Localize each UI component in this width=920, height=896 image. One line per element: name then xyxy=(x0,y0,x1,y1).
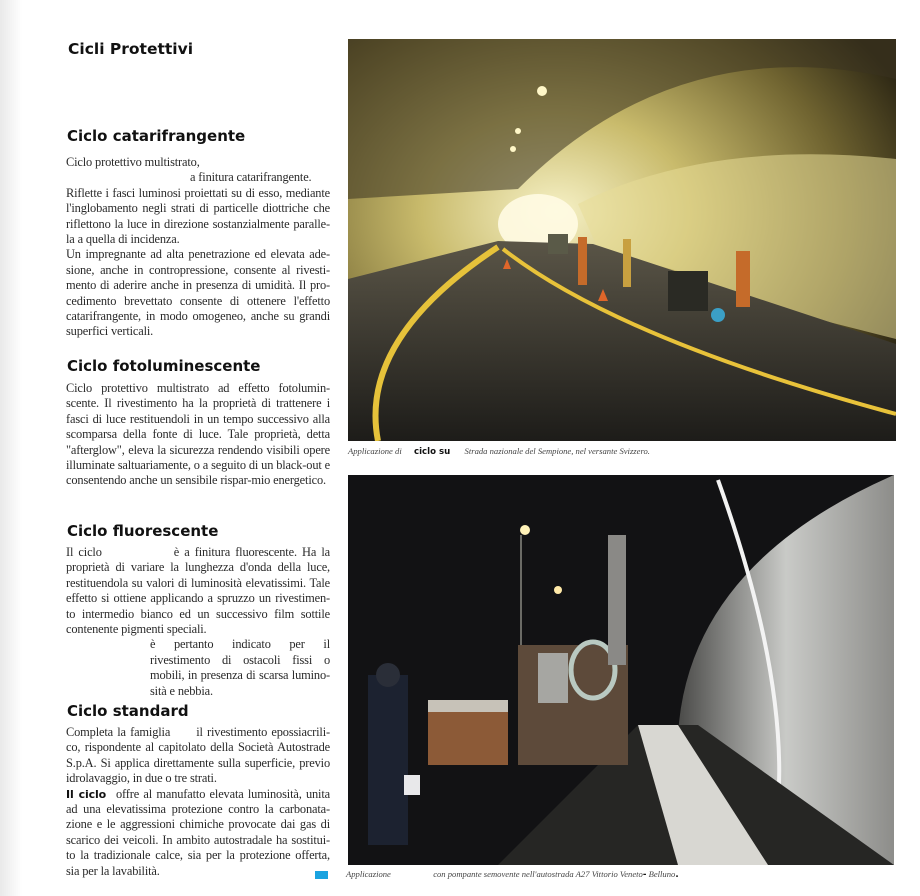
heading-catarifrangente: Ciclo catarifrangente xyxy=(67,127,246,145)
catarifrangente-line-2: a finitura catarifrangente. xyxy=(190,170,312,185)
caption-bottom-sep: - xyxy=(642,870,647,880)
text-fotoluminescente: Ciclo protettivo multistrato ad effetto fotolumin-scente. Il rivestimento ha la proprietà di trattenere i fasci di luce restituendoli in un tempo successivo alla scomparsa della fonte di luce. Tale proprietà, detta "afterglow", eleva la sicurezza rendendo visibili opere illuminate saltuariamente, o a seguito di un black-out e consentendo anche un sensibile rispar-mio energetico. xyxy=(66,381,330,488)
heading-fotoluminescente: Ciclo fotoluminescente xyxy=(67,357,261,375)
caption-top-end: Strada nazionale del Sempione, nel versante Svizzero. xyxy=(464,446,650,456)
page-binding-shadow xyxy=(0,0,22,896)
standard-start: Completa la famiglia xyxy=(66,725,171,739)
caption-bottom-mid: con pompante semovente nell'autostrada A27 xyxy=(433,869,590,879)
catarifrangente-paragraph-1: Riflette i fasci luminosi proiettati su di esso, mediante l'inglobamento negli strati di particelle diottriche che riflettono la luce in direzione sostanzialmente paralle-la a quella di incidenza. xyxy=(66,185,330,247)
caption-top-brand: ciclo su xyxy=(414,447,451,457)
fluorescente-start: Il ciclo xyxy=(66,545,102,559)
photo-tunnel-a27 xyxy=(348,475,894,865)
text-standard xyxy=(66,725,330,879)
heading-fluorescente: Ciclo fluorescente xyxy=(67,522,219,540)
fluorescente-second: è pertanto indicato per il rivestimento di ostacoli fissi o mobili, in presenza di scarsa lumino-sità e nebbia. xyxy=(150,637,330,698)
caption-bottom-dot: . xyxy=(675,870,679,880)
heading-standard: Ciclo standard xyxy=(67,702,189,720)
caption-top-start: Applicazione di xyxy=(348,446,402,456)
caption-top xyxy=(348,446,650,457)
page-title: Cicli Protettivi xyxy=(68,40,194,58)
photo-tunnel-sempione xyxy=(348,39,896,441)
end-marker-square xyxy=(315,871,328,879)
caption-bottom xyxy=(346,869,679,880)
fluorescente-rest: è a finitura fluorescente. Ha la proprietà di variare la lunghezza d'onda della luce, restituendola su valori di luminosità elevatissimi. Tale effetto si ottiene applicando a spruzzo un rivestimen-to intermedio bianco ed un successivo film sottile contenente pigmenti speciali. xyxy=(66,545,330,637)
caption-bottom-place: Vittorio Veneto xyxy=(591,869,643,879)
caption-bottom-city: Belluno xyxy=(648,869,676,879)
catarifrangente-paragraph-2: Un impregnante ad alta penetrazione ed elevata ade-sione, anche in contropressione, consente al rivesti-mento di aderire anche in presenza di umidità. Il pro-cedimento brevettato consente di ottenere l'effetto catarifrangente, in modo omogeneo, anche su grandi superfici verticali. xyxy=(66,247,330,339)
standard-brand: Il ciclo xyxy=(66,787,106,801)
text-fluorescente xyxy=(66,545,330,699)
text-catarifrangente xyxy=(66,155,330,340)
standard-rest: il rivestimento epossiacrili-co, rispondente al capitolato della Società Autostrade S.p.A. Si applica direttamente sulla superficie, previo idrolavaggio, in due o tre strati. xyxy=(66,725,330,786)
caption-bottom-start: Applicazione xyxy=(346,869,391,879)
catarifrangente-line-1: Ciclo protettivo multistrato, xyxy=(66,155,200,169)
standard-second: offre al manufatto elevata luminosità, unita ad una elevatissima protezione contro la carbonata-zione e le aggressioni chimiche provocate dai gas di scarico dei veicoli. In ambito autostradale ha sostitui-to la tradizionale calce, sia per la protezione offerta, sia per la lavabilità. xyxy=(66,786,330,878)
